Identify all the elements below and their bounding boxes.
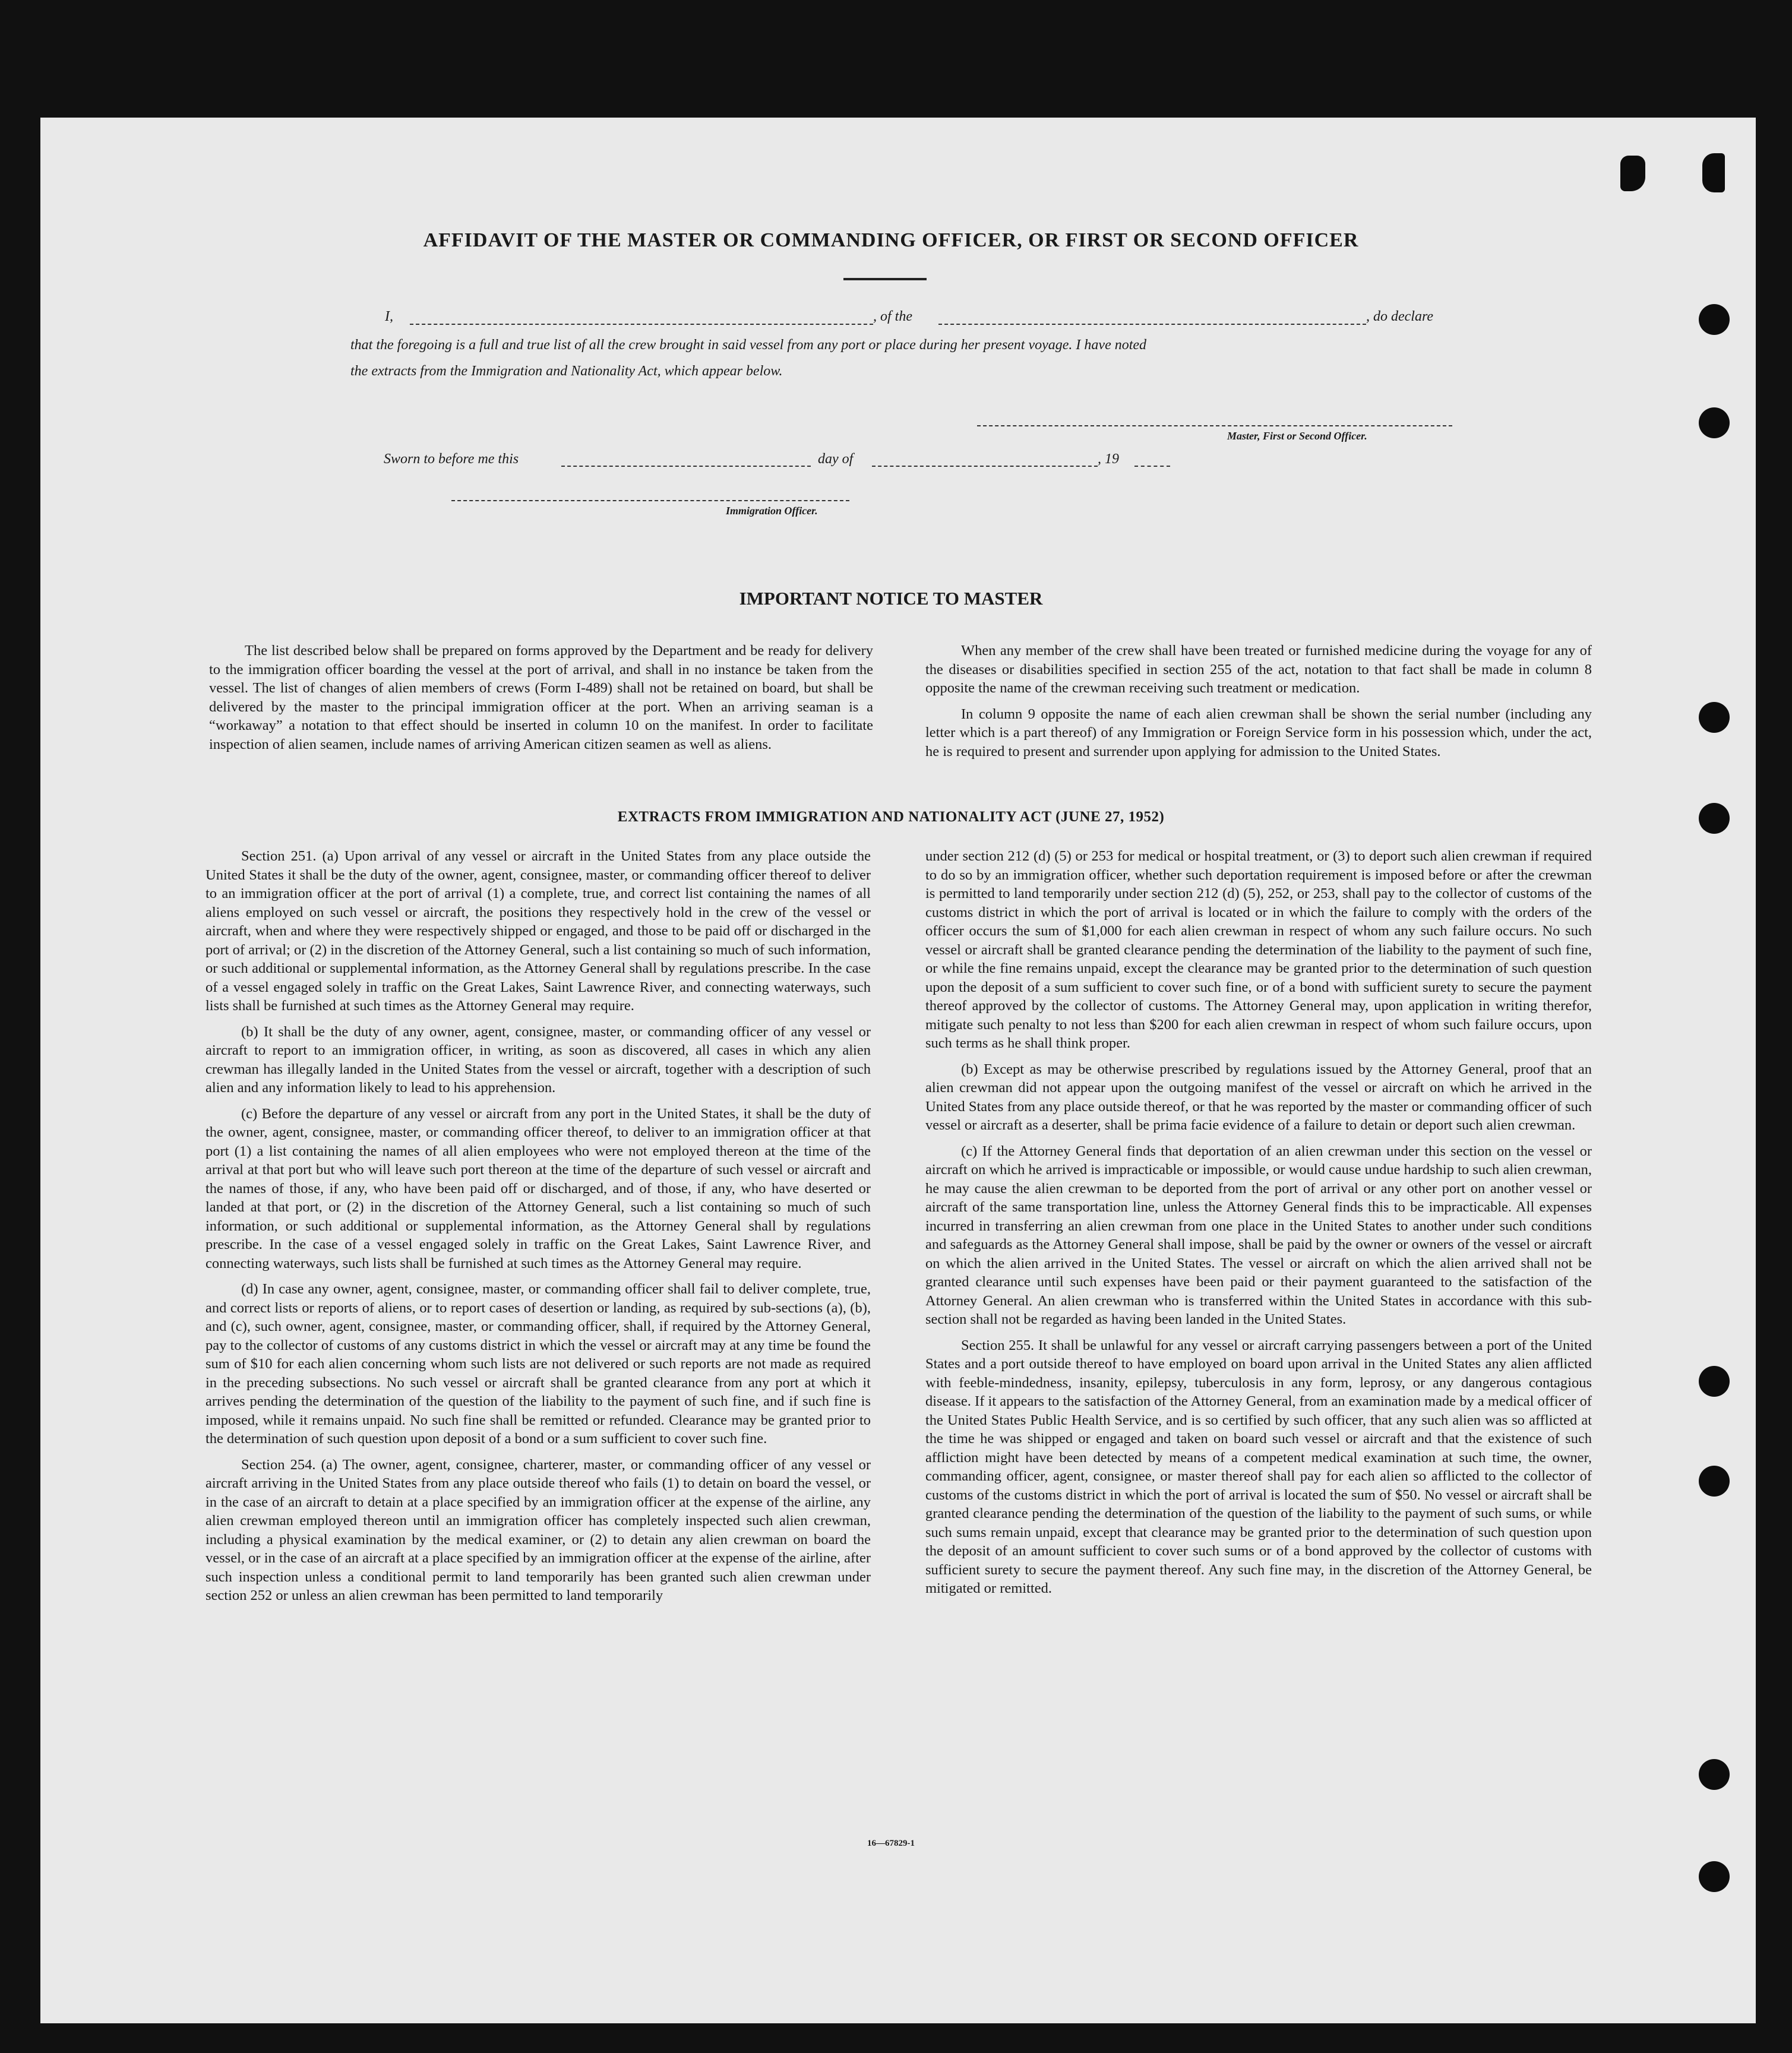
binder-hole [1699, 407, 1730, 438]
affidavit-title: AFFIDAVIT OF THE MASTER OR COMMANDING OFFICER, OR FIRST OR SECOND OFFICER [423, 229, 1359, 251]
form-number: 16—67829-1 [867, 1839, 915, 1848]
extract-paragraph: (d) In case any owner, agent, consignee, master, or commanding officer shall fail to deliver complete, true, and correct lists or reports of aliens, or to report cases of desertion or landing, as required by sub-sections (a), (b), and (c), such owner, agent, consignee, master, or commanding officer, shall, if required by the Attorney General, pay to the collector of customs of any customs district in which the vessel or aircraft may at any time be found the sum of $10 for each alien concerning whom such lists are not delivered or such reports are not made as required in the preceding subsections. No such vessel or aircraft shall be granted clearance from any port at which it arrives pending the determination of the question of the liability to the payment of such fine, and if such fine is imposed, while it remains unpaid. No such fine shall be remitted or refunded. Clearance may be granted prior to the determination of such question upon deposit of a bond or a sum sufficient to cover such fine. [206, 1281, 871, 1447]
notice-heading: IMPORTANT NOTICE TO MASTER [739, 588, 1043, 609]
year-label: , 19 [1098, 451, 1119, 467]
binder-hole [1699, 803, 1730, 834]
day-of-label: day of [818, 451, 854, 467]
decl-line3: the extracts from the Immigration and Nationality Act, which appear below. [350, 363, 783, 379]
extract-paragraph: Section 254. (a) The owner, agent, consignee, charterer, master, or commanding officer of any vessel or aircraft arriving in the United States from any place outside thereof who fails (1) to detain on board the vessel, or in the case of an aircraft to detain at a place specified by an immigration officer at the expense of the airline, any alien crewman employed thereon until an immigration officer has completely inspected such alien crewman, including a physical examination by the medical examiner, or (2) to detain any alien crewman on board the vessel, or in the case of an aircraft at a place specified by an immigration officer at the expense of the airline, after such inspection unless a conditional permit to land temporarily has been granted such alien crewman under section 252 or unless an alien crewman has been permitted to land temporarily [206, 1456, 871, 1603]
title-underline [843, 278, 927, 280]
notice-left-column [209, 641, 873, 761]
extract-paragraph: (c) If the Attorney General finds that deportation of an alien crewman under this section on the vessel or aircraft on which he arrived is impracticable or impossible, or would cause undue hardship to such alien crewman, he may cause the alien crewman to be deported from the port of arrival or any other port on another vessel or aircraft of the same transportation line, unless the Attorney General finds this to be impracticable. All expenses incurred in transferring an alien crewman from one place in the United States to another under such conditions and safeguards as the Attorney General shall impose, shall be paid by the owner or owners of the vessel or aircraft on which the alien arrived in the United States. The vessel or aircraft on which the alien arrived shall not be granted clearance until such expenses have been paid or their payment guaranteed to the satisfaction of the Attorney General. An alien crewman who is transferred within the United States in accordance with this sub-section shall not be regarded as having been landed in the United States. [925, 1143, 1592, 1327]
binder-hole [1699, 1366, 1730, 1397]
binder-hole [1699, 1466, 1730, 1497]
notice-paragraph: In column 9 opposite the name of each alien crewman shall be shown the serial number (including any letter which is a part thereof) of any Immigration or Foreign Service form in his possession which, under the act, he is required to present and surrender upon applying for admission to the United States. [925, 706, 1592, 760]
officer-signature-blank[interactable] [451, 500, 849, 501]
extracts-right-column [925, 847, 1592, 1605]
extracts-heading: EXTRACTS FROM IMMIGRATION AND NATIONALITY ACT (JUNE 27, 1952) [617, 809, 1165, 825]
notice-right-column [925, 641, 1592, 768]
year-blank[interactable] [1134, 466, 1170, 467]
binder-hole [1699, 304, 1730, 335]
vessel-blank[interactable] [938, 324, 1366, 325]
notice-paragraph: The list described below shall be prepared on forms approved by the Department and be ready for delivery to the immigration officer boarding the vessel at the port of arrival, and shall in no instance be taken from the vessel. The list of changes of alien members of crews (Form I-489) shall not be retained on board, but shall be delivered by the master to the principal immigration officer at the port. When an arriving seaman is a “workaway” a notation to that effect should be inserted in column 10 on the manifest. In order to facilitate inspection of alien seamen, include names of arriving American citizen seamen as well as aliens. [209, 643, 873, 752]
officer-caption: Immigration Officer. [726, 505, 818, 517]
binder-hole [1699, 702, 1730, 733]
extracts-left-column [206, 847, 871, 1612]
master-signature-blank[interactable] [977, 425, 1452, 426]
decl-of-the: , of the [873, 309, 912, 324]
master-caption: Master, First or Second Officer. [1227, 430, 1367, 442]
name-blank[interactable] [410, 324, 873, 325]
decl-do-declare: , do declare [1366, 309, 1434, 324]
sworn-label: Sworn to before me this [384, 451, 519, 467]
binder-tab-1 [1620, 156, 1645, 191]
decl-line2: that the foregoing is a full and true list of all the crew brought in said vessel from any port or place during her present voyage. I have noted [350, 337, 1147, 353]
extract-paragraph: Section 251. (a) Upon arrival of any vessel or aircraft in the United States from any place outside the United States it shall be the duty of the owner, agent, consignee, master, or commanding officer thereof to deliver to an immigration officer at the port of arrival (1) a complete, true, and correct list containing the names of all aliens employed on such vessel or aircraft, the positions they respectively hold in the crew of the vessel or aircraft, when and where they were respectively shipped or engaged, and those to be paid off or discharged in the port of arrival; or (2) in the discretion of the Attorney General, such a list containing so much of such information, or such additional or supplemental information, as the Attorney General shall by regulations prescribe. In the case of a vessel engaged solely in traffic on the Great Lakes, Saint Lawrence River, and connecting waterways, such lists shall be furnished at such times as the Attorney General may require. [206, 848, 871, 1014]
binder-tab-2 [1702, 153, 1725, 192]
binder-hole [1699, 1861, 1730, 1892]
extract-paragraph: under section 212 (d) (5) or 253 for medical or hospital treatment, or (3) to deport such alien crewman if required to do so by an immigration officer, whether such deportation requirement is imposed before or after the crewman is permitted to land temporarily under section 212 (d) (5), 252, or 253, shall pay to the collector of customs of the customs district in which the port of arrival is located or in which the failure to comply with the orders of the officer occurs the sum of $1,000 for each alien crewman in respect of whom any such failure occurs. No such vessel or aircraft shall be granted clearance pending the determination of the liability to the payment of such fine, or while the fine remains unpaid, except the clearance may be granted prior to the determination of such question upon the deposit of a sum sufficient to cover such fine, or of a bond with sufficient surety to secure the payment thereof approved by the collector of customs. The Attorney General may, upon application in writing therefor, mitigate such penalty to not less than $200 for each alien crewman in respect of whom such failure occurs, upon such terms as he shall think proper. [925, 848, 1592, 1051]
decl-i: I, [385, 309, 393, 324]
extract-paragraph: (b) It shall be the duty of any owner, agent, consignee, master, or commanding officer of any vessel or aircraft to report to an immigration officer, in writing, as soon as discovered, all cases in which any alien crewman has illegally landed in the United States from the vessel or aircraft, together with a description of such alien and any information likely to lead to his apprehension. [206, 1023, 871, 1096]
extract-paragraph: Section 255. It shall be unlawful for any vessel or aircraft carrying passengers between a port of the United States and a port outside thereof to have employed on board upon arrival in the United States any alien afflicted with feeble-mindedness, insanity, epilepsy, tuberculosis in any form, leprosy, or any dangerous contagious disease. If it appears to the satisfaction of the Attorney General, from an examination made by a medical officer of the United States Public Health Service, and is so certified by such officer, that any such alien was so afflicted at the time he was shipped or engaged and taken on board such vessel or aircraft and that the existence of such affliction might have been detected by means of a competent medical examination at such time, the owner, commanding officer, agent, consignee, or master thereof shall pay for each alien so afflicted to the collector of customs of the customs district in which the port of arrival is located the sum of $50. No vessel or aircraft shall be granted clearance pending the determination of the question of the liability to the payment of such sums, or while such sums remain unpaid, except that clearance may be granted prior to the determination of such question upon the deposit of an amount sufficient to cover such sums or of a bond approved by the collector of customs with sufficient surety to secure the payment thereof. Any such fine may, in the discretion of the Attorney General, be mitigated or remitted. [925, 1337, 1592, 1596]
notice-paragraph: When any member of the crew shall have been treated or furnished medicine during the voyage for any of the diseases or disabilities specified in section 255 of the act, notation to that fact shall be made in column 8 opposite the name of the crewman receiving such treatment or medication. [925, 643, 1592, 696]
extract-paragraph: (b) Except as may be otherwise prescribed by regulations issued by the Attorney General, proof that an alien crewman did not appear upon the outgoing manifest of the vessel or aircraft on which he arrived in the United States from any place outside thereof, or that he was reported by the master or commanding officer of such vessel or aircraft as a deserter, shall be prima facie evidence of a failure to detain or deport such alien crewman. [925, 1061, 1592, 1133]
extract-paragraph: (c) Before the departure of any vessel or aircraft from any port in the United States, it shall be the duty of the owner, agent, consignee, master, or commanding officer thereof, to deliver to an immigration officer at that port (1) a list containing the names of all alien employees who were not employed thereon at the time of the arrival at that port but who will leave such port thereon at the time of the departure of such vessel or aircraft and the names of those, if any, who have been paid off or discharged, and of those, if any, who have deserted or landed at that port, or (2) in the discretion of the Attorney General, such a list containing so much of such information, or such additional or supplemental information, as the Attorney General shall by regulations prescribe. In the case of a vessel engaged solely in traffic on the Great Lakes, Saint Lawrence River, and connecting waterways, such lists shall be furnished at such times as the Attorney General may require. [206, 1105, 871, 1271]
binder-hole [1699, 1759, 1730, 1790]
month-blank[interactable] [872, 466, 1098, 467]
sworn-day-blank[interactable] [561, 466, 811, 467]
